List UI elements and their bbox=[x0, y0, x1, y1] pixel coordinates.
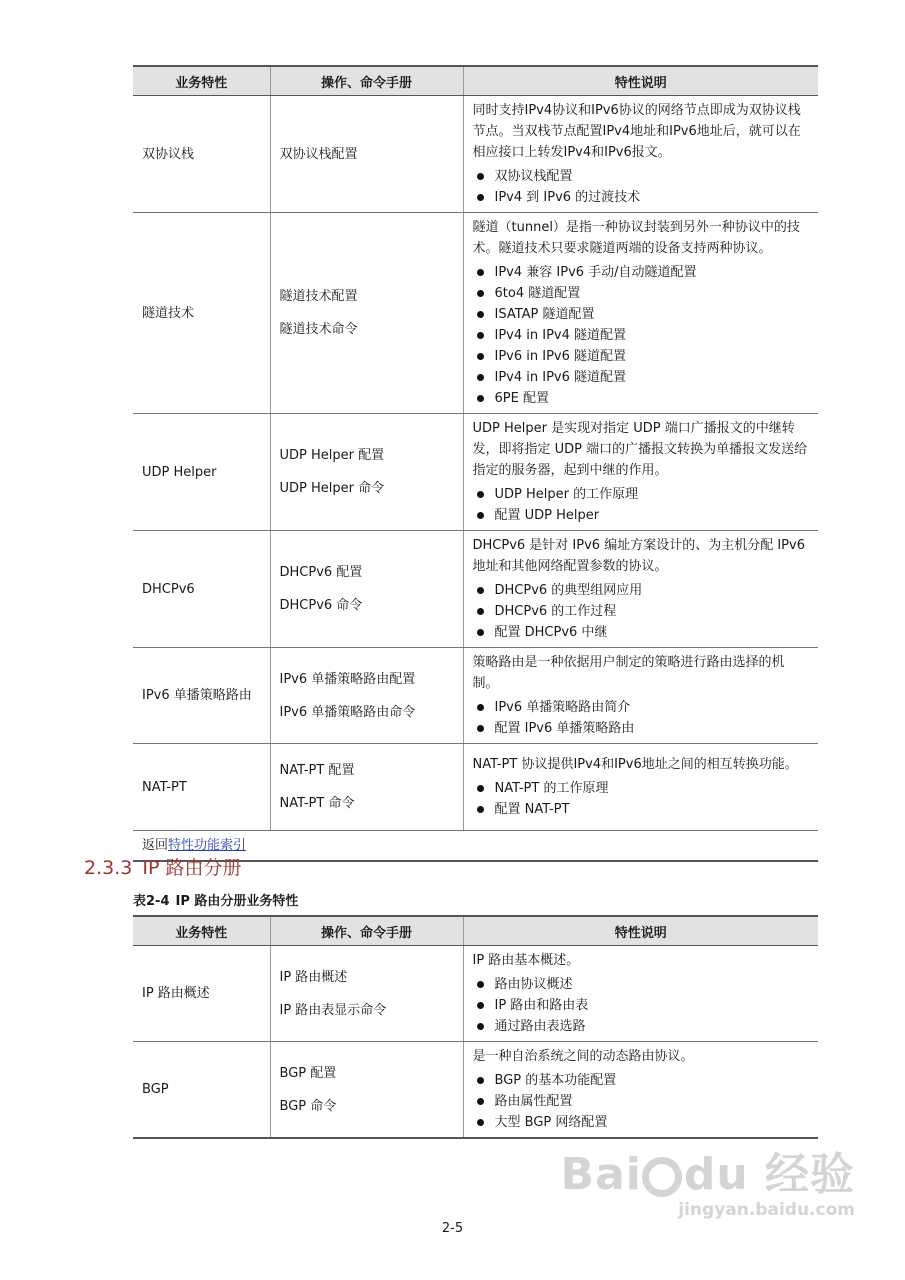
description-cell bbox=[463, 531, 818, 648]
section-heading bbox=[84, 853, 241, 880]
header-description: 特性说明 bbox=[463, 916, 818, 946]
feature-name: 隧道技术 bbox=[133, 213, 270, 414]
table-row bbox=[133, 946, 818, 1042]
bullet-icon bbox=[477, 194, 484, 201]
list-item[interactable]: UDP Helper 的工作原理 bbox=[473, 484, 810, 505]
bullet-icon bbox=[477, 353, 484, 360]
manual-link[interactable]: NAT-PT 配置 bbox=[279, 763, 355, 778]
bullet-list bbox=[473, 262, 810, 409]
feature-name: UDP Helper bbox=[133, 414, 270, 531]
section-title: IP 路由分册 bbox=[142, 857, 242, 879]
manual-cell bbox=[270, 531, 463, 648]
bullet-icon bbox=[477, 725, 484, 732]
feature-name: IP 路由概述 bbox=[133, 946, 270, 1042]
header-manual: 操作、命令手册 bbox=[270, 916, 463, 946]
manual-cell bbox=[270, 1042, 463, 1139]
table-caption-number: 表2-4 bbox=[133, 894, 170, 909]
list-item[interactable]: IPv4 兼容 IPv6 手动/自动隧道配置 bbox=[473, 262, 810, 283]
list-item[interactable]: 配置 UDP Helper bbox=[473, 505, 810, 526]
bullet-icon bbox=[477, 1119, 484, 1126]
description-text: 策略路由是一种依据用户制定的策略进行路由选择的机制。 bbox=[472, 655, 785, 691]
bullet-icon bbox=[477, 1002, 484, 1009]
bullet-icon bbox=[477, 173, 484, 180]
description-text: IP 路由基本概述。 bbox=[472, 953, 580, 968]
manual-link[interactable]: UDP Helper 配置 bbox=[279, 448, 385, 463]
section-number: 2.3.3 bbox=[84, 857, 133, 879]
bullet-icon bbox=[477, 629, 484, 636]
bullet-icon bbox=[477, 608, 484, 615]
description-cell bbox=[463, 744, 818, 831]
list-item[interactable]: IPv4 in IPv4 隧道配置 bbox=[473, 325, 810, 346]
list-item[interactable]: BGP 的基本功能配置 bbox=[473, 1070, 810, 1091]
ipv6-feature-table bbox=[133, 65, 818, 862]
baidu-logo: Bai du 经验 bbox=[560, 1149, 855, 1200]
bullet-icon bbox=[477, 1077, 484, 1084]
bullet-icon bbox=[477, 981, 484, 988]
manual-link[interactable]: DHCPv6 命令 bbox=[279, 598, 363, 613]
bullet-icon bbox=[477, 491, 484, 498]
manual-link[interactable]: UDP Helper 命令 bbox=[279, 481, 385, 496]
list-item[interactable]: 大型 BGP 网络配置 bbox=[473, 1112, 810, 1133]
list-item[interactable]: IPv4 in IPv6 隧道配置 bbox=[473, 367, 810, 388]
list-item[interactable]: 双协议栈配置 bbox=[473, 166, 810, 187]
description-text: UDP Helper 是实现对指定 UDP 端口广播报文的中继转发，即将指定 UDP 端口的广播报文转换为单播报文发送给指定的服务器，起到中继的作用。 bbox=[472, 421, 808, 478]
table-row bbox=[133, 213, 818, 414]
description-cell bbox=[463, 1042, 818, 1139]
list-item[interactable]: 配置 DHCPv6 中继 bbox=[473, 622, 810, 643]
manual-link[interactable]: BGP 命令 bbox=[279, 1098, 337, 1114]
table-caption bbox=[133, 890, 298, 909]
bullet-icon bbox=[477, 785, 484, 792]
list-item[interactable]: 配置 IPv6 单播策略路由 bbox=[473, 718, 810, 739]
bullet-icon bbox=[477, 374, 484, 381]
feature-index-link[interactable]: 特性功能索引 bbox=[168, 838, 247, 853]
list-item[interactable]: 通过路由表选路 bbox=[473, 1016, 810, 1037]
list-item[interactable]: IPv4 到 IPv6 的过渡技术 bbox=[473, 187, 810, 208]
paw-icon bbox=[642, 1157, 682, 1197]
manual-link[interactable]: DHCPv6 配置 bbox=[279, 565, 363, 580]
bullet-icon bbox=[477, 1023, 484, 1030]
table-row bbox=[133, 96, 818, 213]
bullet-icon bbox=[477, 311, 484, 318]
list-item[interactable]: 路由属性配置 bbox=[473, 1091, 810, 1112]
description-text: 隧道（tunnel）是指一种协议封装到另外一种协议中的技术。隧道技术只要求隧道两端的设备支持两种协议。 bbox=[472, 220, 800, 256]
manual-cell bbox=[270, 213, 463, 414]
header-manual: 操作、命令手册 bbox=[270, 66, 463, 96]
list-item[interactable]: ISATAP 隧道配置 bbox=[473, 304, 810, 325]
table-row bbox=[133, 531, 818, 648]
manual-link[interactable]: 双协议栈配置 bbox=[279, 146, 358, 162]
manual-link[interactable]: NAT-PT 命令 bbox=[279, 796, 355, 811]
manual-cell bbox=[270, 648, 463, 744]
bullet-list bbox=[473, 580, 810, 643]
table-caption-text: IP 路由分册业务特性 bbox=[175, 894, 299, 909]
description-text: 是一种自治系统之间的动态路由协议。 bbox=[472, 1049, 694, 1064]
table-header-row bbox=[133, 66, 818, 96]
page-number: 2-5 bbox=[441, 1221, 464, 1236]
bullet-list bbox=[473, 778, 810, 820]
ip-routing-feature-table bbox=[133, 915, 818, 1139]
bullet-icon bbox=[477, 704, 484, 711]
manual-link[interactable]: IP 路由表显示命令 bbox=[279, 1002, 387, 1018]
bullet-icon bbox=[477, 1098, 484, 1105]
list-item[interactable]: IPv6 in IPv6 隧道配置 bbox=[473, 346, 810, 367]
feature-name: BGP bbox=[133, 1042, 270, 1139]
baidu-watermark bbox=[561, 1150, 855, 1220]
manual-link[interactable]: IPv6 单播策略路由命令 bbox=[279, 704, 416, 720]
table-row bbox=[133, 414, 818, 531]
list-item[interactable]: IPv6 单播策略路由简介 bbox=[473, 697, 810, 718]
header-feature: 业务特性 bbox=[133, 916, 270, 946]
description-text: 同时支持IPv4协议和IPv6协议的网络节点即成为双协议栈节点。当双栈节点配置IPv4地址和IPv6地址后，就可以在相应接口上转发IPv4和IPv6报文。 bbox=[472, 103, 801, 160]
manual-cell bbox=[270, 96, 463, 213]
manual-cell bbox=[270, 744, 463, 831]
table-row bbox=[133, 744, 818, 831]
bullet-icon bbox=[477, 512, 484, 519]
table-row bbox=[133, 1042, 818, 1139]
list-item[interactable]: 6to4 隧道配置 bbox=[473, 283, 810, 304]
feature-name: DHCPv6 bbox=[133, 531, 270, 648]
manual-link[interactable]: BGP 配置 bbox=[279, 1065, 337, 1081]
list-item[interactable]: DHCPv6 的典型组网应用 bbox=[473, 580, 810, 601]
header-description: 特性说明 bbox=[463, 66, 818, 96]
manual-link[interactable]: IPv6 单播策略路由配置 bbox=[279, 671, 416, 687]
description-text: DHCPv6 是针对 IPv6 编址方案设计的、为主机分配 IPv6 地址和其他网络配置参数的协议。 bbox=[472, 538, 805, 574]
bullet-icon bbox=[477, 587, 484, 594]
bullet-list bbox=[473, 484, 810, 526]
description-cell bbox=[463, 213, 818, 414]
bullet-list bbox=[473, 166, 810, 208]
description-text: NAT-PT 协议提供IPv4和IPv6地址之间的相互转换功能。 bbox=[472, 757, 798, 772]
manual-link[interactable]: 隧道技术配置 bbox=[279, 289, 358, 304]
bullet-icon bbox=[477, 269, 484, 276]
back-prefix: 返回 bbox=[142, 838, 169, 853]
list-item[interactable]: DHCPv6 的工作过程 bbox=[473, 601, 810, 622]
list-item[interactable]: 6PE 配置 bbox=[473, 388, 810, 409]
bullet-icon bbox=[477, 806, 484, 813]
list-item[interactable]: IP 路由和路由表 bbox=[473, 995, 810, 1016]
table-row bbox=[133, 648, 818, 744]
description-cell bbox=[463, 648, 818, 744]
bullet-icon bbox=[477, 290, 484, 297]
feature-name: 双协议栈 bbox=[133, 96, 270, 213]
manual-link[interactable]: IP 路由概述 bbox=[279, 969, 348, 985]
bullet-list bbox=[473, 974, 810, 1037]
feature-name: NAT-PT bbox=[133, 744, 270, 831]
feature-name: IPv6 单播策略路由 bbox=[133, 648, 270, 744]
manual-link[interactable]: 隧道技术命令 bbox=[279, 322, 358, 337]
description-cell bbox=[463, 96, 818, 213]
watermark-url: jingyan.baidu.com bbox=[678, 1200, 855, 1220]
list-item[interactable]: 路由协议概述 bbox=[473, 974, 810, 995]
table-header-row bbox=[133, 916, 818, 946]
manual-cell bbox=[270, 414, 463, 531]
bullet-list bbox=[473, 1070, 810, 1133]
bullet-icon bbox=[477, 395, 484, 402]
bullet-icon bbox=[477, 332, 484, 339]
manual-cell bbox=[270, 946, 463, 1042]
description-cell bbox=[463, 414, 818, 531]
description-cell bbox=[463, 946, 818, 1042]
list-item[interactable]: 配置 NAT-PT bbox=[473, 799, 810, 820]
list-item[interactable]: NAT-PT 的工作原理 bbox=[473, 778, 810, 799]
bullet-list bbox=[473, 697, 810, 739]
header-feature: 业务特性 bbox=[133, 66, 270, 96]
